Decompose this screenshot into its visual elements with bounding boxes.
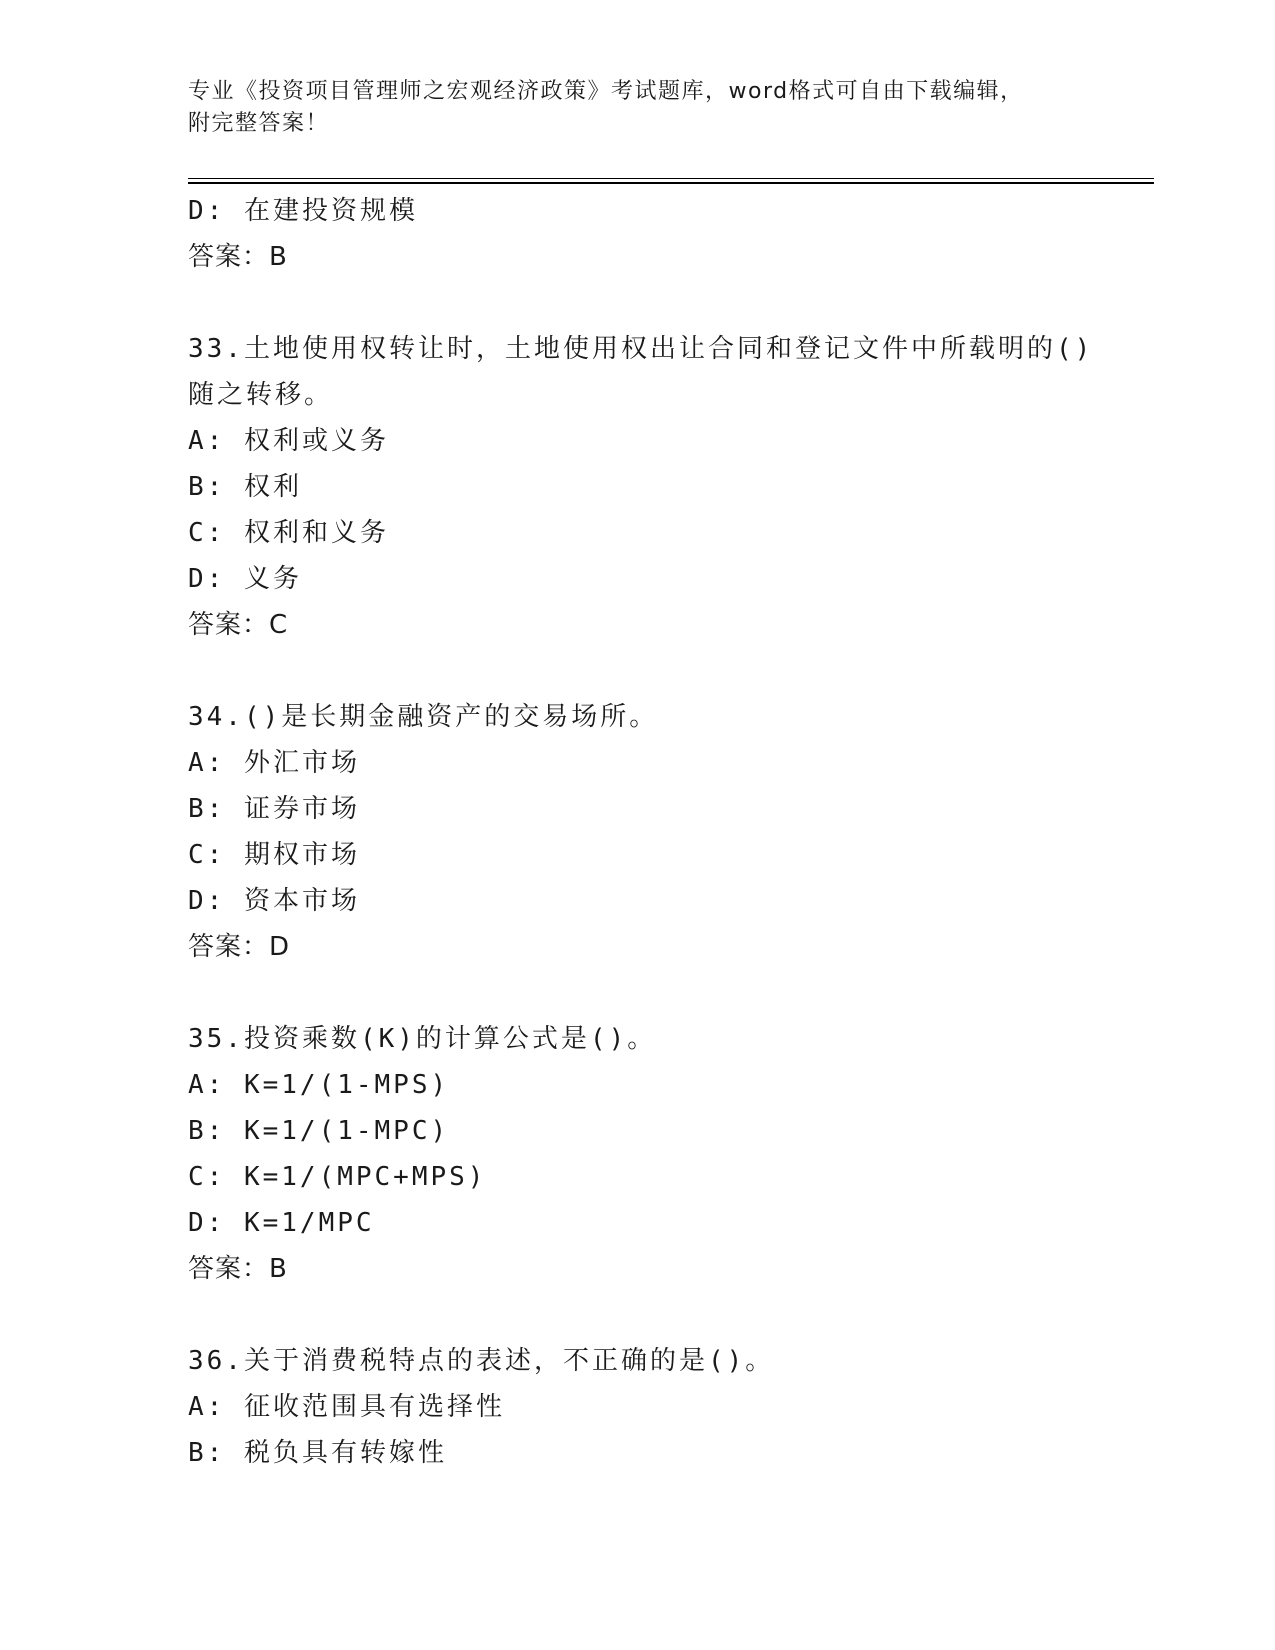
- header-line-2: 附完整答案！: [188, 111, 330, 136]
- question-32-tail: [188, 188, 1154, 280]
- spacer: [188, 648, 1154, 694]
- question-stem: 34.()是长期金融资产的交易场所。: [188, 702, 659, 732]
- option-a: A: 权利或义务: [188, 426, 389, 456]
- question-stem: 35.投资乘数(K)的计算公式是()。: [188, 1024, 657, 1054]
- question-35: [188, 1016, 1154, 1292]
- header-divider-thick: [188, 182, 1154, 184]
- answer-line: 答案：B: [188, 1254, 288, 1284]
- option-d: D: 在建投资规模: [188, 196, 418, 226]
- option-c: C: 权利和义务: [188, 518, 389, 548]
- spacer: [188, 1292, 1154, 1338]
- question-stem: 33.土地使用权转让时，土地使用权出让合同和登记文件中所载明的(): [188, 334, 1094, 364]
- question-33: [188, 326, 1154, 648]
- option-c: C: K=1/(MPC+MPS): [188, 1162, 487, 1192]
- option-c: C: 期权市场: [188, 840, 360, 870]
- document-header: [188, 76, 1088, 140]
- question-stem-continued: 随之转移。: [188, 380, 334, 410]
- option-a: A: K=1/(1-MPS): [188, 1070, 450, 1100]
- option-a: A: 外汇市场: [188, 748, 360, 778]
- header-divider-thin: [188, 178, 1154, 179]
- option-d: D: 资本市场: [188, 886, 360, 916]
- answer-line: 答案：B: [188, 242, 288, 272]
- option-a: A: 征收范围具有选择性: [188, 1392, 505, 1422]
- option-b: B: K=1/(1-MPC): [188, 1116, 450, 1146]
- spacer: [188, 970, 1154, 1016]
- option-b: B: 权利: [188, 472, 302, 502]
- option-b: B: 证券市场: [188, 794, 360, 824]
- answer-line: 答案：C: [188, 610, 289, 640]
- option-b: B: 税负具有转嫁性: [188, 1438, 447, 1468]
- answer-line: 答案：D: [188, 932, 291, 962]
- document-body: [188, 188, 1154, 1476]
- header-line-1: 专业《投资项目管理师之宏观经济政策》考试题库，word格式可自由下载编辑，: [188, 79, 1024, 104]
- question-stem: 36.关于消费税特点的表述，不正确的是()。: [188, 1346, 775, 1376]
- question-34: [188, 694, 1154, 970]
- option-d: D: K=1/MPC: [188, 1208, 375, 1238]
- option-d: D: 义务: [188, 564, 302, 594]
- question-36: [188, 1338, 1154, 1476]
- spacer: [188, 280, 1154, 326]
